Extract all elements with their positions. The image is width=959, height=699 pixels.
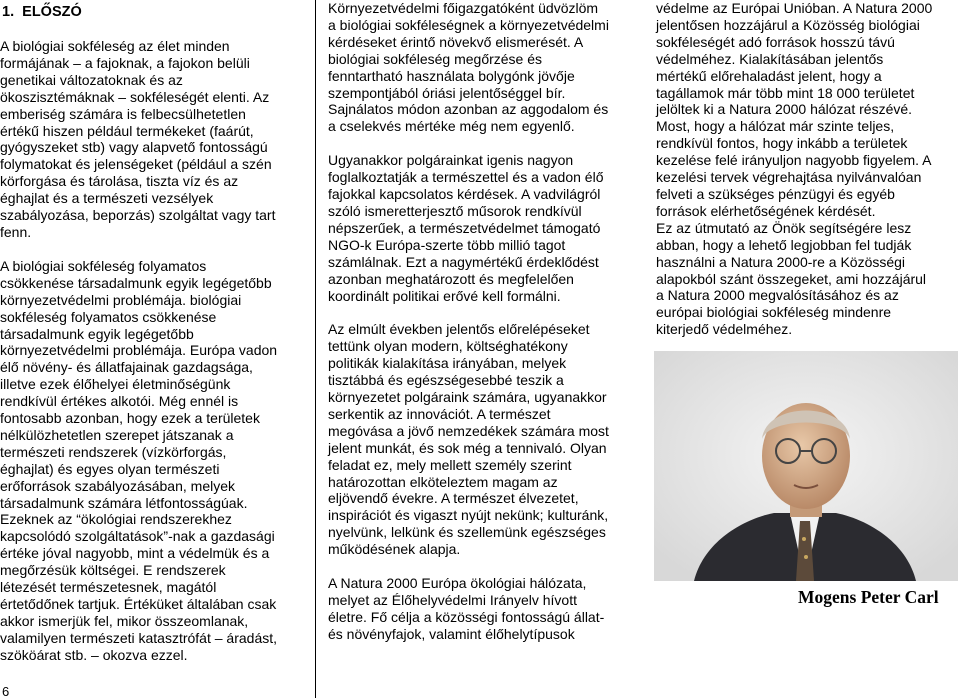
text-line: fenntartható használata bolygónk jövője [328, 67, 575, 84]
text-line: Ezeknek az “ökológiai rendszerekhez [0, 511, 232, 528]
text-line: Sajnálatos módon azonban az aggodalom és [328, 101, 609, 118]
text-line: folymatokat és jelenségeket (például a szén [0, 156, 272, 173]
text-line: rendkívül értékes alkotói. Még ennél is [0, 393, 239, 410]
paragraph-4 [328, 152, 635, 304]
text-line: számlálnak. Ezt a nagymértékű érdeklődést [328, 253, 599, 270]
text-line: források elérhetőségének kérdését. [656, 202, 876, 219]
text-line: megőrzésük költségei. E rendszerek [0, 562, 226, 579]
text-line: határozottan elköteleztem magam az [328, 473, 558, 490]
text-line: rendkívül fontos, hogy inkább a területek [656, 135, 908, 152]
text-line: A biológiai sokféleség folyamatos [0, 257, 207, 274]
text-line: gyógyszeket stb) vagy alapvető fontosságú [0, 139, 268, 156]
text-line: Az elmúlt években jelentős előrelépéseket [328, 321, 590, 338]
text-line: azonban meghatározott és megfelelően [328, 270, 574, 287]
text-line: Környezetvédelmi főigazgatóként üdvözlöm [328, 0, 599, 16]
photo-caption: Mogens Peter Carl [798, 587, 939, 607]
text-line: a biológiai sokféleségnek a környezetvédelmi [328, 16, 609, 33]
text-line: melyet az Élőhelyvédelmi Irányelv hívott [328, 592, 577, 608]
text-line: kiterjedő védelméhez. [656, 321, 793, 338]
text-line: sokféleségét adó források hosszú távú [656, 33, 895, 50]
text-line: jelöltek ki a Natura 2000 hálózat részévé. [656, 101, 913, 118]
text-line: környezetvédelmi problémája. biológiai [0, 291, 242, 308]
text-line: környezetet polgáraink számára, ugyanakkor [328, 389, 607, 406]
text-line: formájának – a fajoknak, a fajokon belüli [0, 54, 250, 71]
text-line: nyelvünk, lelkünk és szellemünk egészséges [328, 524, 606, 541]
text-line: sokféleség folyamatos csökkenése [0, 308, 217, 325]
text-line: ökoszisztémáknak – sokféleségét elenti. Az [0, 88, 270, 105]
text-line: szabályozása, beporzás) szolgáltat vagy tart [0, 207, 276, 224]
text-line: valamilyen természeti katasztrófát – áradást, [0, 629, 278, 646]
text-line: Ez az útmutató az Önök segítségére lesz [656, 219, 912, 236]
text-line: védelme az Európai Unióban. A Natura 2000 [656, 0, 933, 16]
text-line: NGO-k Európa-szerte több millió tagot [328, 236, 566, 253]
text-line: szököárat stb. – okozva ezzel. [0, 646, 188, 663]
text-line: értékű hiszen például termékeket (faárút, [0, 122, 254, 139]
text-line: serkentik az innovációt. A természet [328, 405, 551, 422]
text-line: kérdéseket érintő növekvő elismerését. A [328, 33, 584, 50]
text-line: tisztábbá és egészségesebbé teszik a [328, 372, 564, 389]
text-line: szempontjából óriási jelentőséggel bír. [328, 84, 566, 101]
text-line: védelméhez. Kialakításában jelentős [656, 50, 884, 67]
text-line: emberiség számára is felbecsülhetetlen [0, 105, 246, 122]
paragraph-6 [328, 575, 635, 643]
text-line: csökkenése társadalmunk egyik legégetőbb [0, 274, 272, 291]
text-line: akkor ismerjük fel, mikor összeomlanak, [0, 612, 249, 629]
paragraph-7 [656, 0, 956, 338]
text-line: tagállamok már több mint 18 000 területet [656, 84, 915, 101]
text-line: koordinált politikai erővé kell formálni. [328, 287, 561, 304]
text-line: jelentősen hozzájárul a Közösség biológiai [656, 16, 920, 33]
paragraph-5 [328, 321, 635, 558]
text-line: életre. Fő célja a közösségi fontosságú állat- [328, 608, 605, 625]
text-line: fenn. [0, 223, 32, 240]
middle-column [328, 0, 635, 643]
text-line: éghajlat és a természeti vezsélyek [0, 190, 214, 207]
text-line: működésének alapja. [328, 541, 461, 558]
text-line: tettünk olyan modern, költséghatékony [328, 338, 568, 355]
text-line: kapcsolódó szolgáltatások”-nak a gazdasági [0, 528, 275, 545]
text-line: éghajlat) és egyes olyan természeti [0, 460, 220, 477]
text-line: társadalmunk számára létfontosságúak. [0, 494, 248, 511]
section-heading: 1. ELŐSZÓ [2, 4, 82, 20]
text-line: politikák kialakítása irányában, melyek [328, 355, 567, 372]
text-line: megóvása a jövő nemzedékek számára most [328, 422, 609, 439]
text-line: kezelése felé irányuljon nagyobb figyelem. A [656, 152, 932, 169]
text-line: erőforrások szabályozásában, melyek [0, 477, 236, 494]
text-line: eljövendő évekre. A természet élvezetet, [328, 490, 579, 507]
text-line: biológiai sokféleség megőrzése és [328, 50, 543, 67]
column-divider [315, 0, 316, 698]
text-line: szóló ismeretterjesztő műsorok rendkívül [328, 202, 582, 219]
paragraph-1 [0, 38, 300, 241]
text-line: Ugyanakkor polgárainkat igenis nagyon [328, 152, 574, 169]
portrait-photo [654, 351, 958, 581]
text-line: A biológiai sokféleség az élet minden [0, 38, 230, 54]
text-line: kezelési tervek végrehajtása nyilvánvalóan [656, 169, 922, 186]
paragraph-2 [0, 258, 300, 664]
text-line: értetődőnek tartjuk. Értéküket általában csak [0, 596, 277, 612]
text-line: mértékű előrehaladást jelent, hogy a [656, 67, 882, 84]
text-line: népszerűek, a természetvédelmet támogató [328, 219, 601, 236]
text-line: a Natura 2000 megvalósításához és az [656, 287, 899, 304]
text-line: és növényfajok, valamint élőhelytípusok [328, 625, 575, 642]
right-column [656, 0, 956, 338]
text-line: feladat ez, mely mellett személy szerint [328, 456, 572, 473]
text-line: nélkülözhetetlen szerepet játszanak a [0, 426, 234, 443]
paragraph-3 [328, 0, 635, 135]
text-line: a cselekvés mértéke még nem egyenlő. [328, 118, 575, 135]
text-line: foglalkoztatják a természettel és a vadon élő [328, 169, 604, 186]
text-line: genetikai változatoknak és az [0, 71, 183, 88]
left-column [0, 0, 300, 664]
text-line: élő növény- és állatfajainak gazdagsága, [0, 359, 253, 376]
text-line: létezését természetesnek, magától [0, 579, 217, 596]
text-line: körforgása és tárolása, tiszta víz és az [0, 173, 239, 190]
text-line: Most, hogy a hálózat már szinte teljes, [656, 118, 895, 135]
text-line: fontosabb azonban, hogy ezek a területek [0, 410, 260, 427]
text-line: inspirációt és vigaszt nyújt nekünk; kulturánk, [328, 507, 609, 524]
text-line: értéke jóval nagyobb, mint a védelmük és a [0, 545, 270, 562]
text-line: társadalmunk egyik legégetőbb [0, 325, 194, 342]
text-line: A Natura 2000 Európa ökológiai hálózata, [328, 575, 587, 592]
text-line: használni a Natura 2000-re a Közösségi [656, 253, 906, 270]
text-line: fajokkal kapcsolatos kérdések. A vadvilágról [328, 186, 601, 203]
text-line: felveti a szükséges pénzügyi és egyéb [656, 185, 895, 202]
text-line: illetve ezek élőhelyei életminőségünk [0, 376, 231, 393]
text-line: abban, hogy a lehető legjobban fel tudják [656, 236, 912, 253]
text-line: jelent munkát, és sok még a tennivaló. Olyan [328, 439, 607, 456]
text-line: alapokból szánt összegeket, ami hozzájárul [656, 270, 927, 287]
text-line: természeti rendszerek (vízkörforgás, [0, 443, 227, 460]
page-number: 6 [2, 684, 10, 699]
text-line: európai biológiai sokféleség mindenre [656, 304, 892, 321]
text-line: környezetvédelmi problémája. Európa vadon [0, 342, 278, 359]
